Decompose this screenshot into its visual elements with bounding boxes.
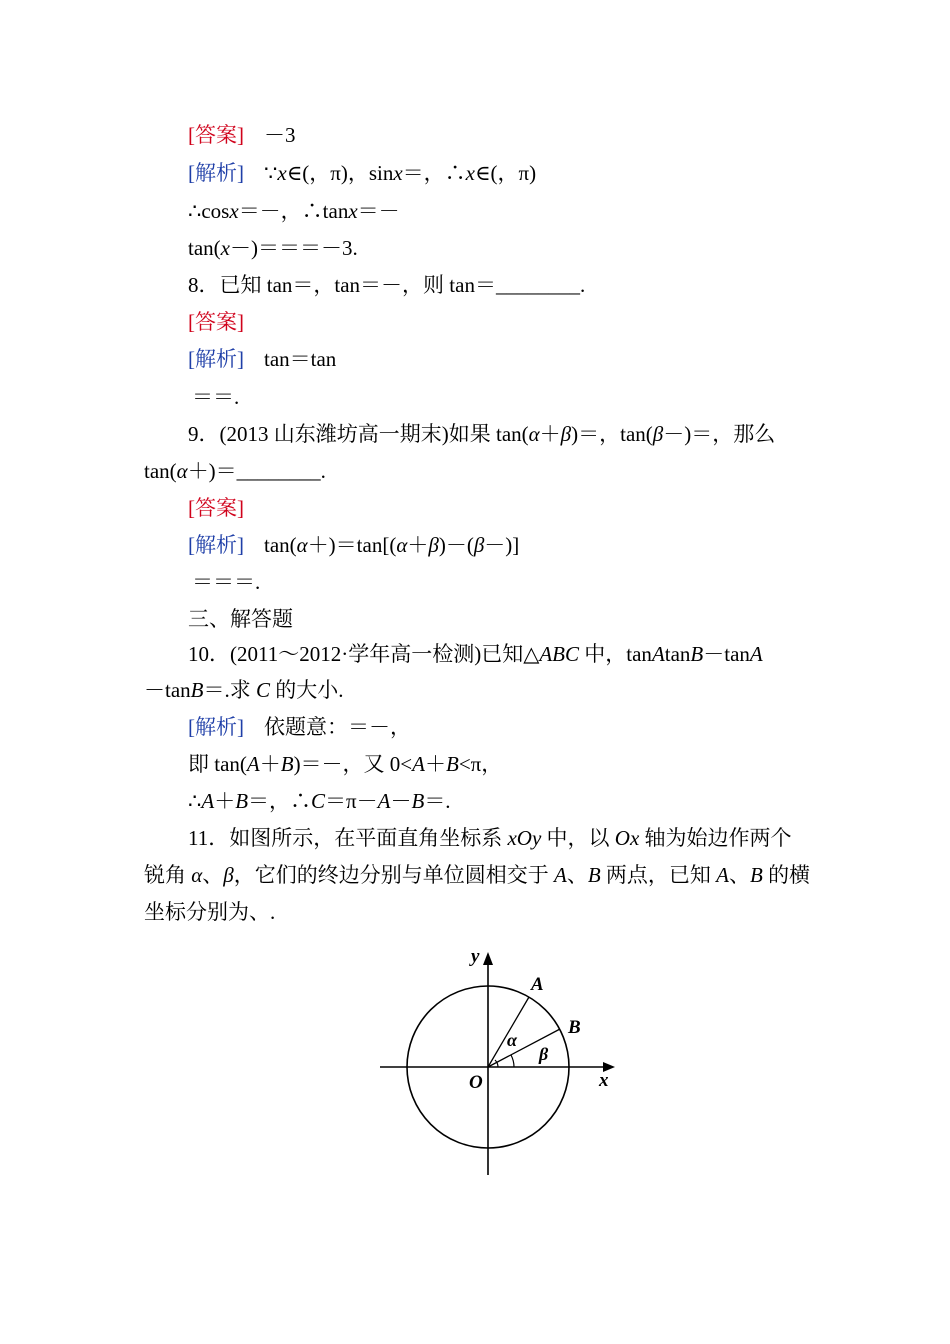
var: xOy [507, 826, 542, 850]
answer-tag: [答案] [188, 310, 244, 334]
text: tan＝tan [264, 347, 337, 371]
text: ∴ [188, 789, 202, 813]
var: B [587, 863, 601, 887]
q9-answer-line [188, 494, 244, 522]
var: B [445, 752, 459, 776]
var: α [528, 422, 540, 446]
text: 中，以 [541, 826, 615, 850]
var: A [749, 642, 763, 666]
label-y: y [471, 946, 480, 967]
text: －)＝＝＝－3. [229, 236, 358, 260]
answer-tag: [答案] [188, 123, 244, 147]
text: 、 [566, 863, 588, 887]
text: ＋)＝________. [187, 459, 326, 483]
var: α [191, 863, 203, 887]
var: β [428, 533, 439, 557]
var: α [296, 533, 308, 557]
var: B [749, 863, 763, 887]
var: B [235, 789, 249, 813]
q7-answer-line [188, 121, 296, 149]
analysis-tag: [解析] [188, 533, 244, 557]
text: ，它们的终边分别与单位圆相交于 [233, 863, 554, 887]
var: A [651, 642, 665, 666]
text: 轴为始边作两个 [639, 826, 792, 850]
text: ＋ [407, 533, 429, 557]
text: ＝. [424, 789, 451, 813]
var: A [246, 752, 260, 776]
q8-analysis-line-1 [188, 345, 336, 373]
q8-stem: 8．已知 tan＝，tan＝－，则 tan＝________. [188, 273, 586, 297]
text: －tan [703, 642, 750, 666]
var: β [652, 422, 664, 446]
q9-stem-line-2 [144, 457, 326, 485]
text: －)] [484, 533, 520, 557]
var: C [255, 678, 270, 702]
analysis-tag: [解析] [188, 161, 244, 185]
text: )＝－，又 0< [293, 752, 413, 776]
var: α [176, 459, 188, 483]
var: x [220, 236, 230, 260]
answer-tag: [答案] [188, 496, 244, 520]
text: 的大小. [270, 678, 344, 702]
var: α [396, 533, 408, 557]
q10-stem-line-1 [188, 640, 763, 668]
section-title: 三、解答题 [188, 607, 293, 631]
var: A [554, 863, 567, 887]
text: ＝，∴ [402, 161, 466, 185]
text: tan( [188, 236, 221, 260]
var: A [412, 752, 425, 776]
var: x [229, 199, 239, 223]
q9-analysis-line-1 [188, 531, 519, 559]
text: <π， [458, 752, 503, 776]
analysis-tag: [解析] [188, 347, 244, 371]
text: ＋ [539, 422, 561, 446]
text: ∈(，π)，sin [286, 161, 394, 185]
q7-analysis-line-2 [188, 197, 400, 225]
text: )－( [438, 533, 474, 557]
var: β [223, 863, 234, 887]
var: B [190, 678, 204, 702]
text: ＋ [214, 789, 236, 813]
var: ABC [539, 642, 580, 666]
var: x [465, 161, 475, 185]
q11-stem-line-2 [144, 861, 810, 889]
text: －tan [144, 678, 191, 702]
text: ＝，∴ [248, 789, 312, 813]
q11-stem-line-1 [188, 824, 792, 852]
text: tan( [144, 459, 177, 483]
text: 10．(2011～2012·学年高一检测)已知△ [188, 642, 540, 666]
text: 依题意：＝－， [264, 715, 411, 739]
text: ＝－，∴tan [238, 199, 349, 223]
text: ＋)＝tan[( [307, 533, 397, 557]
text: －)＝，那么 [663, 422, 776, 446]
var: β [560, 422, 572, 446]
text: 的横 [762, 863, 811, 887]
q7-analysis-line-3 [188, 234, 358, 262]
q10-analysis-line-2 [188, 750, 502, 778]
var: Ox [614, 826, 640, 850]
text: ＝－ [357, 199, 400, 223]
analysis-tag: [解析] [188, 715, 244, 739]
q9-stem-line-1 [188, 420, 775, 448]
var: B [690, 642, 704, 666]
label-origin: O [469, 1072, 483, 1093]
text: － [390, 789, 412, 813]
angle-arc-beta [511, 1055, 514, 1067]
var: B [280, 752, 294, 776]
answer-value: －3 [264, 123, 296, 147]
var: B [411, 789, 425, 813]
q8-analysis-line-2: ＝＝. [192, 385, 240, 409]
text: 两点，已知 [600, 863, 717, 887]
q10-stem-line-2 [144, 676, 344, 704]
text: 11．如图所示，在平面直角坐标系 [188, 826, 508, 850]
q10-analysis-line-1 [188, 713, 411, 741]
label-beta: β [539, 1044, 549, 1064]
label-point-b: B [568, 1017, 581, 1038]
var: x [348, 199, 358, 223]
text: 、 [202, 863, 224, 887]
text: 即 tan( [188, 752, 247, 776]
var: C [311, 789, 326, 813]
label-point-a: A [531, 974, 544, 995]
text: 锐角 [144, 863, 192, 887]
q8-answer-line [188, 308, 244, 336]
var: x [393, 161, 403, 185]
text: ＋ [259, 752, 281, 776]
text: ∴cos [188, 199, 230, 223]
var: A [716, 863, 729, 887]
label-x: x [599, 1070, 609, 1091]
y-axis-arrow [483, 952, 493, 965]
q7-analysis-line-1 [188, 159, 536, 187]
var: A [201, 789, 215, 813]
q10-analysis-line-3 [188, 787, 451, 815]
text: 、 [728, 863, 750, 887]
text: ∵ [264, 161, 278, 185]
text: )＝，tan( [571, 422, 653, 446]
var: A [377, 789, 391, 813]
text: 9．(2013 山东潍坊高一期末)如果 tan( [188, 422, 529, 446]
text: tan( [264, 533, 297, 557]
q11-stem-line-3: 坐标分别为、. [144, 900, 276, 924]
text: ∈(，π) [475, 161, 537, 185]
text: ＋ [424, 752, 446, 776]
unit-circle-figure [375, 940, 625, 1180]
var: x [277, 161, 287, 185]
q9-analysis-line-2: ＝＝＝. [192, 570, 261, 594]
text: tan [664, 642, 691, 666]
label-alpha: α [507, 1030, 517, 1050]
text: ＝π－ [325, 789, 378, 813]
text: 中，tan [579, 642, 652, 666]
text: ＝.求 [203, 678, 256, 702]
var: β [473, 533, 485, 557]
